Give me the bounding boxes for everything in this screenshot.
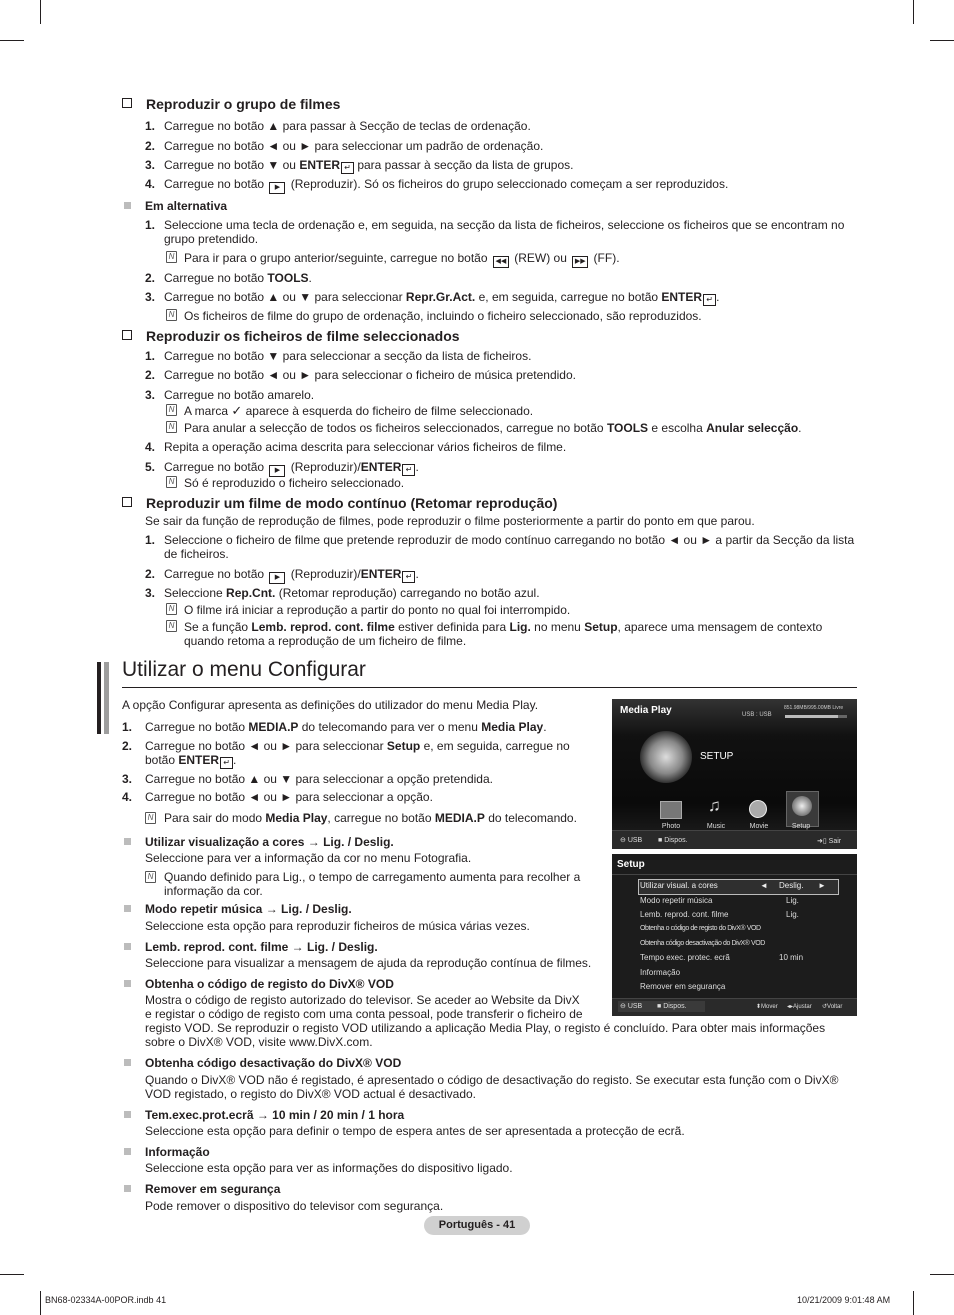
option-desc: Seleccione esta opção para reproduzir ficheiros de música várias vezes.	[145, 919, 530, 933]
step-text: Carregue no botão ▶ (Reproduzir)/ENTER ↵ .	[164, 460, 864, 477]
section-intro: Se sair da função de reprodução de filmes, pode reproduzir o filme posteriormente a partir do ponto em que parou.	[145, 514, 755, 528]
gear-icon	[640, 731, 692, 783]
setup-row-value: 10 min	[779, 953, 804, 962]
option-label: Utilizar visualização a cores → Lig. / Deslig.	[145, 835, 394, 849]
note-text: Os ficheiros de filme do grupo de ordenação, incluindo o ficheiro seleccionado, são reproduzidos.	[184, 309, 702, 323]
step-number: 1.	[145, 218, 156, 232]
step-text: Seleccione uma tecla de ordenação e, em seguida, na secção da lista de ficheiros, seleccione os ficheiros que se encontram no grupo pretendido.	[164, 218, 845, 246]
footer-exit[interactable]: ➜▯ Sair	[817, 838, 842, 845]
step-text: Carregue no botão ▲ ou ▼ para seleccionar Repr.Gr.Act. e, em seguida, carregue no botão ENTER ↵ .	[164, 290, 720, 304]
step-number: 3.	[145, 158, 156, 172]
option-desc: Quando o DivX® VOD não é registado, é apresentado o código de desactivação do registo. Se executar esta função com o DivX® VOD registado, o registo do DivX® VOD actual é desactivado.	[145, 1073, 839, 1101]
footer-move: ⬍Mover	[756, 1004, 778, 1010]
step-text: Seleccione Rep.Cnt. (Retomar reprodução) carregando no botão azul.	[164, 586, 540, 600]
option-label: Obtenha código desactivação do DivX® VOD	[145, 1056, 402, 1070]
title-rule	[122, 687, 857, 688]
enter-icon: ↵	[220, 757, 233, 769]
option-label: Remover em segurança	[145, 1182, 281, 1196]
exit-icon: ➜▯	[817, 838, 829, 845]
note-icon: N	[166, 620, 177, 632]
section-heading: Reproduzir um filme de modo contínuo (Retomar reprodução)	[122, 495, 557, 511]
step-number: 1.	[122, 720, 133, 734]
step-number: 5.	[145, 460, 156, 474]
note-text: O filme irá iniciar a reprodução a partir do ponto no qual foi interrompido.	[184, 603, 571, 617]
play-icon: ▶	[269, 182, 285, 194]
step-text: Carregue no botão ◄ ou ► para seleccionar um padrão de ordenação.	[164, 139, 544, 153]
play-icon: ▶	[269, 465, 285, 477]
footer-usb: ⊖ USB	[620, 1003, 643, 1010]
setup-row-label[interactable]: Lemb. reprod. cont. filme	[640, 910, 729, 919]
usb-label: USB : USB	[742, 712, 772, 718]
checkmark-icon: ✓	[231, 403, 243, 418]
step-number: 3.	[122, 772, 133, 786]
note-text: Para anular a selecção de todos os ficheiros seleccionados, carregue no botão TOOLS e escolha Anular selecção.	[184, 421, 802, 435]
arrow-right-icon[interactable]: ►	[818, 881, 826, 890]
step-text: Carregue no botão ◄ ou ► para seleccionar a opção.	[145, 790, 433, 804]
square-icon: ■	[657, 1003, 664, 1010]
page-number: Português - 41	[424, 1216, 530, 1235]
note-icon: N	[166, 251, 177, 263]
option-label: Tem.exec.prot.ecrã → 10 min / 20 min / 1 hora	[145, 1108, 405, 1122]
option-desc: Seleccione para visualizar a mensagem de ajuda da reprodução contínua de filmes.	[145, 956, 592, 970]
note-text: Para sair do modo Media Play, carregue no botão MEDIA.P do telecomando.	[164, 811, 577, 825]
free-space: 851.98MB/995.00MB Livre	[784, 705, 844, 711]
note-icon: N	[145, 812, 156, 824]
rewind-icon: ◀◀	[493, 256, 509, 268]
note-text: Só é reproduzido o ficheiro seleccionado.	[184, 476, 405, 490]
footer-dispos: ■ Dispos.	[657, 1003, 687, 1010]
setup-label: SETUP	[700, 751, 734, 762]
step-text: Carregue no botão ◄ ou ► para seleccionar o ficheiro de música pretendido.	[164, 368, 576, 382]
setup-row-value: Lig.	[786, 910, 799, 919]
note-text: A marca ✓ aparece à esquerda do ficheiro de filme seleccionado.	[184, 403, 534, 418]
crop-mark	[0, 40, 24, 41]
note-text: Se a função Lemb. reprod. cont. filme estiver definida para Lig. no menu Setup, aparece uma mensagem de contexto quando retoma a reprodução de um ficheiro de filme.	[184, 620, 823, 648]
step-text: Seleccione o ficheiro de filme que pretende reproduzir de modo contínuo carregando no botão ◄ ou ► a partir da Secção da lista de ficheiros.	[164, 533, 855, 561]
bullet-square	[124, 1185, 131, 1192]
footer-date: 10/21/2009 9:01:48 AM	[797, 1295, 891, 1305]
title-bar	[104, 662, 109, 734]
alt-label: Em alternativa	[145, 199, 228, 213]
return-icon: ↺	[822, 1004, 828, 1010]
option-desc: Seleccione para ver a informação da cor no menu Fotografia.	[145, 851, 472, 865]
crop-mark	[930, 1274, 954, 1275]
step-number: 2.	[145, 271, 156, 285]
left-right-icon: ◂▸	[787, 1004, 794, 1010]
crop-mark	[40, 0, 41, 24]
step-number: 3.	[145, 586, 156, 600]
media-play-screen	[612, 699, 857, 848]
footer-dispos: ■ Dispos.	[658, 837, 688, 844]
page-title: Utilizar o menu Configurar	[122, 658, 366, 681]
note-icon: N	[145, 871, 156, 883]
step-number: 4.	[145, 177, 156, 191]
footer-usb: ⊖ USB	[620, 837, 643, 844]
enter-icon: ↵	[402, 571, 415, 583]
crop-mark	[913, 0, 914, 24]
setup-row-label[interactable]: Tempo exec. protec. ecrã	[640, 953, 730, 962]
bullet-square	[124, 1148, 131, 1155]
option-desc: Seleccione esta opção para definir o tempo de espera antes de ser apresentada a protecção de ecrã.	[145, 1124, 685, 1138]
step-number: 2.	[145, 139, 156, 153]
enter-icon: ↵	[341, 162, 354, 174]
section-heading: Reproduzir os ficheiros de filme seleccionados	[122, 328, 460, 344]
bullet-square	[124, 980, 131, 987]
option-desc: Seleccione esta opção para ver as informações do dispositivo ligado.	[145, 1161, 513, 1175]
footer-adjust: ◂▸Ajustar	[787, 1004, 812, 1010]
storage-bar	[785, 715, 847, 718]
screen-title: Setup	[617, 859, 645, 870]
step-text: Carregue no botão ◄ ou ► para seleccionar Setup e, em seguida, carregue no	[145, 739, 570, 753]
setup-row-value: Lig.	[786, 896, 799, 905]
divider	[612, 874, 857, 875]
bullet-square	[124, 905, 131, 912]
setup-row-label[interactable]: Utilizar visual. a cores	[640, 881, 718, 890]
menu-item-setup[interactable]: Setup	[791, 823, 811, 830]
footer-file: BN68-02334A-00POR.indb 41	[45, 1295, 167, 1305]
menu-item-photo[interactable]: Photo	[661, 823, 681, 830]
bullet-square	[124, 838, 131, 845]
step-number: 2.	[145, 368, 156, 382]
footer-back[interactable]: ↺Voltar	[822, 1004, 843, 1010]
setup-row-label[interactable]: Obtenha o código de registo do DivX® VOD	[640, 925, 761, 932]
step-number: 3.	[145, 290, 156, 304]
enter-icon: ↵	[402, 464, 415, 476]
enter-icon: ↵	[703, 294, 716, 306]
up-down-icon: ⬍	[756, 1004, 762, 1010]
arrow-left-icon[interactable]: ◄	[760, 881, 768, 890]
step-text: Carregue no botão ▲ ou ▼ para seleccionar a opção pretendida.	[145, 772, 493, 786]
step-text: botão ENTER ↵ .	[145, 753, 237, 767]
step-text: Carregue no botão ▶ (Reproduzir). Só os ficheiros do grupo seleccionado começam a ser reproduzidos.	[164, 177, 864, 194]
bullet-square	[124, 202, 131, 209]
step-number: 3.	[145, 388, 156, 402]
crop-mark	[913, 1291, 914, 1315]
crop-mark	[0, 1274, 24, 1275]
step-text: Carregue no botão ▲ para passar à Secção de teclas de ordenação.	[164, 119, 531, 133]
note-icon: N	[166, 421, 177, 433]
movie-icon	[749, 800, 767, 818]
note-icon: N	[166, 309, 177, 321]
bullet-square	[124, 943, 131, 950]
play-icon: ▶	[269, 572, 285, 584]
option-desc: Pode remover o dispositivo do televisor com segurança.	[145, 1199, 444, 1213]
title-bar	[97, 662, 101, 734]
note-icon: N	[166, 603, 177, 615]
step-number: 2.	[145, 567, 156, 581]
option-desc: Mostra o código de registo autorizado do televisor. Se aceder ao Website da DivX	[145, 993, 580, 1007]
main-intro: A opção Configurar apresenta as definições do utilizador do menu Media Play.	[122, 698, 539, 712]
step-number: 4.	[122, 790, 133, 804]
photo-icon	[660, 801, 682, 819]
usb-icon: ⊖	[620, 837, 628, 844]
usb-icon: ⊖	[620, 1003, 628, 1010]
crop-mark	[930, 40, 954, 41]
menu-item-movie[interactable]: Movie	[749, 823, 769, 830]
option-label: Modo repetir música → Lig. / Deslig.	[145, 902, 352, 916]
square-icon: ■	[658, 837, 665, 844]
step-text: Carregue no botão amarelo.	[164, 388, 315, 402]
setup-row-value: Deslig.	[779, 881, 804, 890]
step-text: Repita a operação acima descrita para seleccionar vários ficheiros de filme.	[164, 440, 567, 454]
setup-row-label[interactable]: Informação	[640, 968, 681, 977]
step-number: 4.	[145, 440, 156, 454]
note-icon: N	[166, 476, 177, 488]
crop-mark	[40, 1291, 41, 1315]
menu-item-music[interactable]: Music	[706, 823, 726, 830]
step-number: 1.	[145, 349, 156, 363]
bullet-square	[124, 1059, 131, 1066]
step-number: 1.	[145, 119, 156, 133]
option-label: Informação	[145, 1145, 210, 1159]
setup-row-label[interactable]: Modo repetir música	[640, 896, 713, 905]
option-desc: e registar o código de registo com uma conta pessoal, pode transferir o ficheiro de	[145, 1007, 583, 1021]
section-heading: Reproduzir o grupo de filmes	[122, 96, 340, 112]
step-text: Carregue no botão TOOLS.	[164, 271, 312, 285]
setup-screen	[612, 854, 857, 1015]
step-text: Carregue no botão ▼ ou ENTER ↵ para passar à secção da lista de grupos.	[164, 158, 574, 172]
bullet-square	[124, 1111, 131, 1118]
step-text: Carregue no botão ▶ (Reproduzir)/ENTER ↵ .	[164, 567, 864, 584]
note-icon: N	[166, 404, 177, 416]
step-number: 2.	[122, 739, 133, 753]
step-text: Carregue no botão MEDIA.P do telecomando para ver o menu Media Play.	[145, 720, 547, 734]
note-text: Para ir para o grupo anterior/seguinte, carregue no botão ◀◀ (REW) ou ▶▶ (FF).	[184, 251, 864, 268]
option-label: Lemb. reprod. cont. filme → Lig. / Deslig.	[145, 940, 378, 954]
music-icon: ♫	[708, 796, 721, 815]
gear-icon	[792, 796, 812, 816]
option-desc: registo VOD. Se reproduzir o registo VOD utilizando a aplicação Media Play, o registo é concluído. Para obter mais informações sobre o DivX® VOD, visite www.DivX.com.	[145, 1021, 826, 1049]
note-text: Quando definido para Lig., o tempo de carregamento aumenta para recolher a informação da cor.	[164, 870, 581, 898]
fast-forward-icon: ▶▶	[572, 256, 588, 268]
setup-row-label[interactable]: Remover em segurança	[640, 982, 726, 991]
option-label: Obtenha o código de registo do DivX® VOD	[145, 977, 394, 991]
step-number: 1.	[145, 533, 156, 547]
step-text: Carregue no botão ▼ para seleccionar a secção da lista de ficheiros.	[164, 349, 532, 363]
screen-title: Media Play	[620, 705, 672, 716]
setup-row-label[interactable]: Obtenha código desactivação do DivX® VOD	[640, 940, 765, 947]
